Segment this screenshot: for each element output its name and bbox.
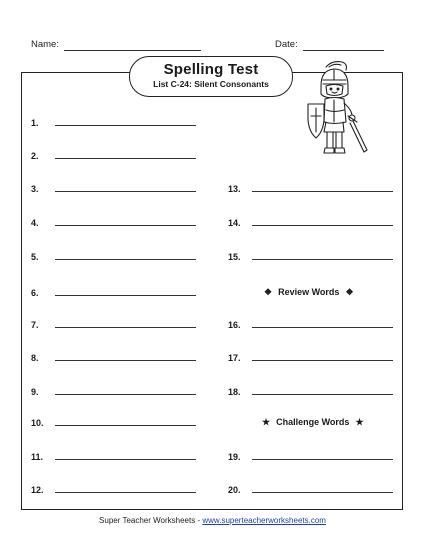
answer-number-20: 20.	[228, 485, 241, 495]
title-banner	[129, 56, 293, 97]
date-label: Date:	[275, 39, 298, 50]
answer-number-15: 15.	[228, 252, 241, 262]
answer-line-5[interactable]	[55, 259, 196, 260]
answer-number-12: 12.	[31, 485, 44, 495]
answer-number-18: 18.	[228, 387, 241, 397]
answer-line-18[interactable]	[252, 394, 393, 395]
challenge-star-icon-right: ★	[355, 417, 364, 427]
answer-number-8: 8.	[31, 353, 39, 363]
answer-line-9[interactable]	[55, 394, 196, 395]
answer-number-13: 13.	[228, 184, 241, 194]
challenge-words-label: Challenge Words	[276, 417, 350, 427]
footer	[0, 516, 425, 525]
list-subtitle: List C-24: Silent Consonants	[153, 79, 269, 89]
answer-number-6: 6.	[31, 288, 39, 298]
answer-line-10[interactable]	[55, 425, 196, 426]
answer-number-17: 17.	[228, 353, 241, 363]
review-diamond-icon-right: ❖	[345, 287, 354, 297]
answer-number-9: 9.	[31, 387, 39, 397]
answer-line-17[interactable]	[252, 360, 393, 361]
answer-line-14[interactable]	[252, 225, 393, 226]
answer-number-10: 10.	[31, 418, 44, 428]
answer-line-12[interactable]	[55, 492, 196, 493]
footer-link[interactable]: www.superteacherworksheets.com	[202, 516, 326, 525]
answer-line-16[interactable]	[252, 327, 393, 328]
answer-number-7: 7.	[31, 320, 39, 330]
date-field-line[interactable]	[303, 50, 384, 51]
answer-number-4: 4.	[31, 218, 39, 228]
challenge-star-icon-left: ★	[262, 417, 271, 427]
review-diamond-icon-left: ❖	[264, 287, 273, 297]
answer-line-1[interactable]	[55, 125, 196, 126]
answer-number-16: 16.	[228, 320, 241, 330]
footer-text: Super Teacher Worksheets -	[99, 516, 203, 525]
answer-line-6[interactable]	[55, 295, 196, 296]
answer-number-1: 1.	[31, 118, 39, 128]
answer-number-3: 3.	[31, 184, 39, 194]
review-words-label: Review Words	[278, 287, 340, 297]
review-words-heading	[258, 287, 360, 298]
answer-line-3[interactable]	[55, 191, 196, 192]
name-label: Name:	[31, 39, 59, 50]
challenge-words-heading	[256, 417, 370, 428]
answer-number-14: 14.	[228, 218, 241, 228]
answer-number-5: 5.	[31, 252, 39, 262]
answer-line-13[interactable]	[252, 191, 393, 192]
answer-line-7[interactable]	[55, 327, 196, 328]
answer-number-2: 2.	[31, 151, 39, 161]
answer-line-11[interactable]	[55, 459, 196, 460]
answer-line-8[interactable]	[55, 360, 196, 361]
answer-line-19[interactable]	[252, 459, 393, 460]
knight-icon	[296, 58, 376, 168]
name-field-line[interactable]	[64, 50, 201, 51]
answer-line-4[interactable]	[55, 225, 196, 226]
answer-number-19: 19.	[228, 452, 241, 462]
answer-line-2[interactable]	[55, 158, 196, 159]
answer-line-20[interactable]	[252, 492, 393, 493]
answer-number-11: 11.	[31, 452, 44, 462]
answer-line-15[interactable]	[252, 259, 393, 260]
page-title: Spelling Test	[163, 61, 259, 78]
